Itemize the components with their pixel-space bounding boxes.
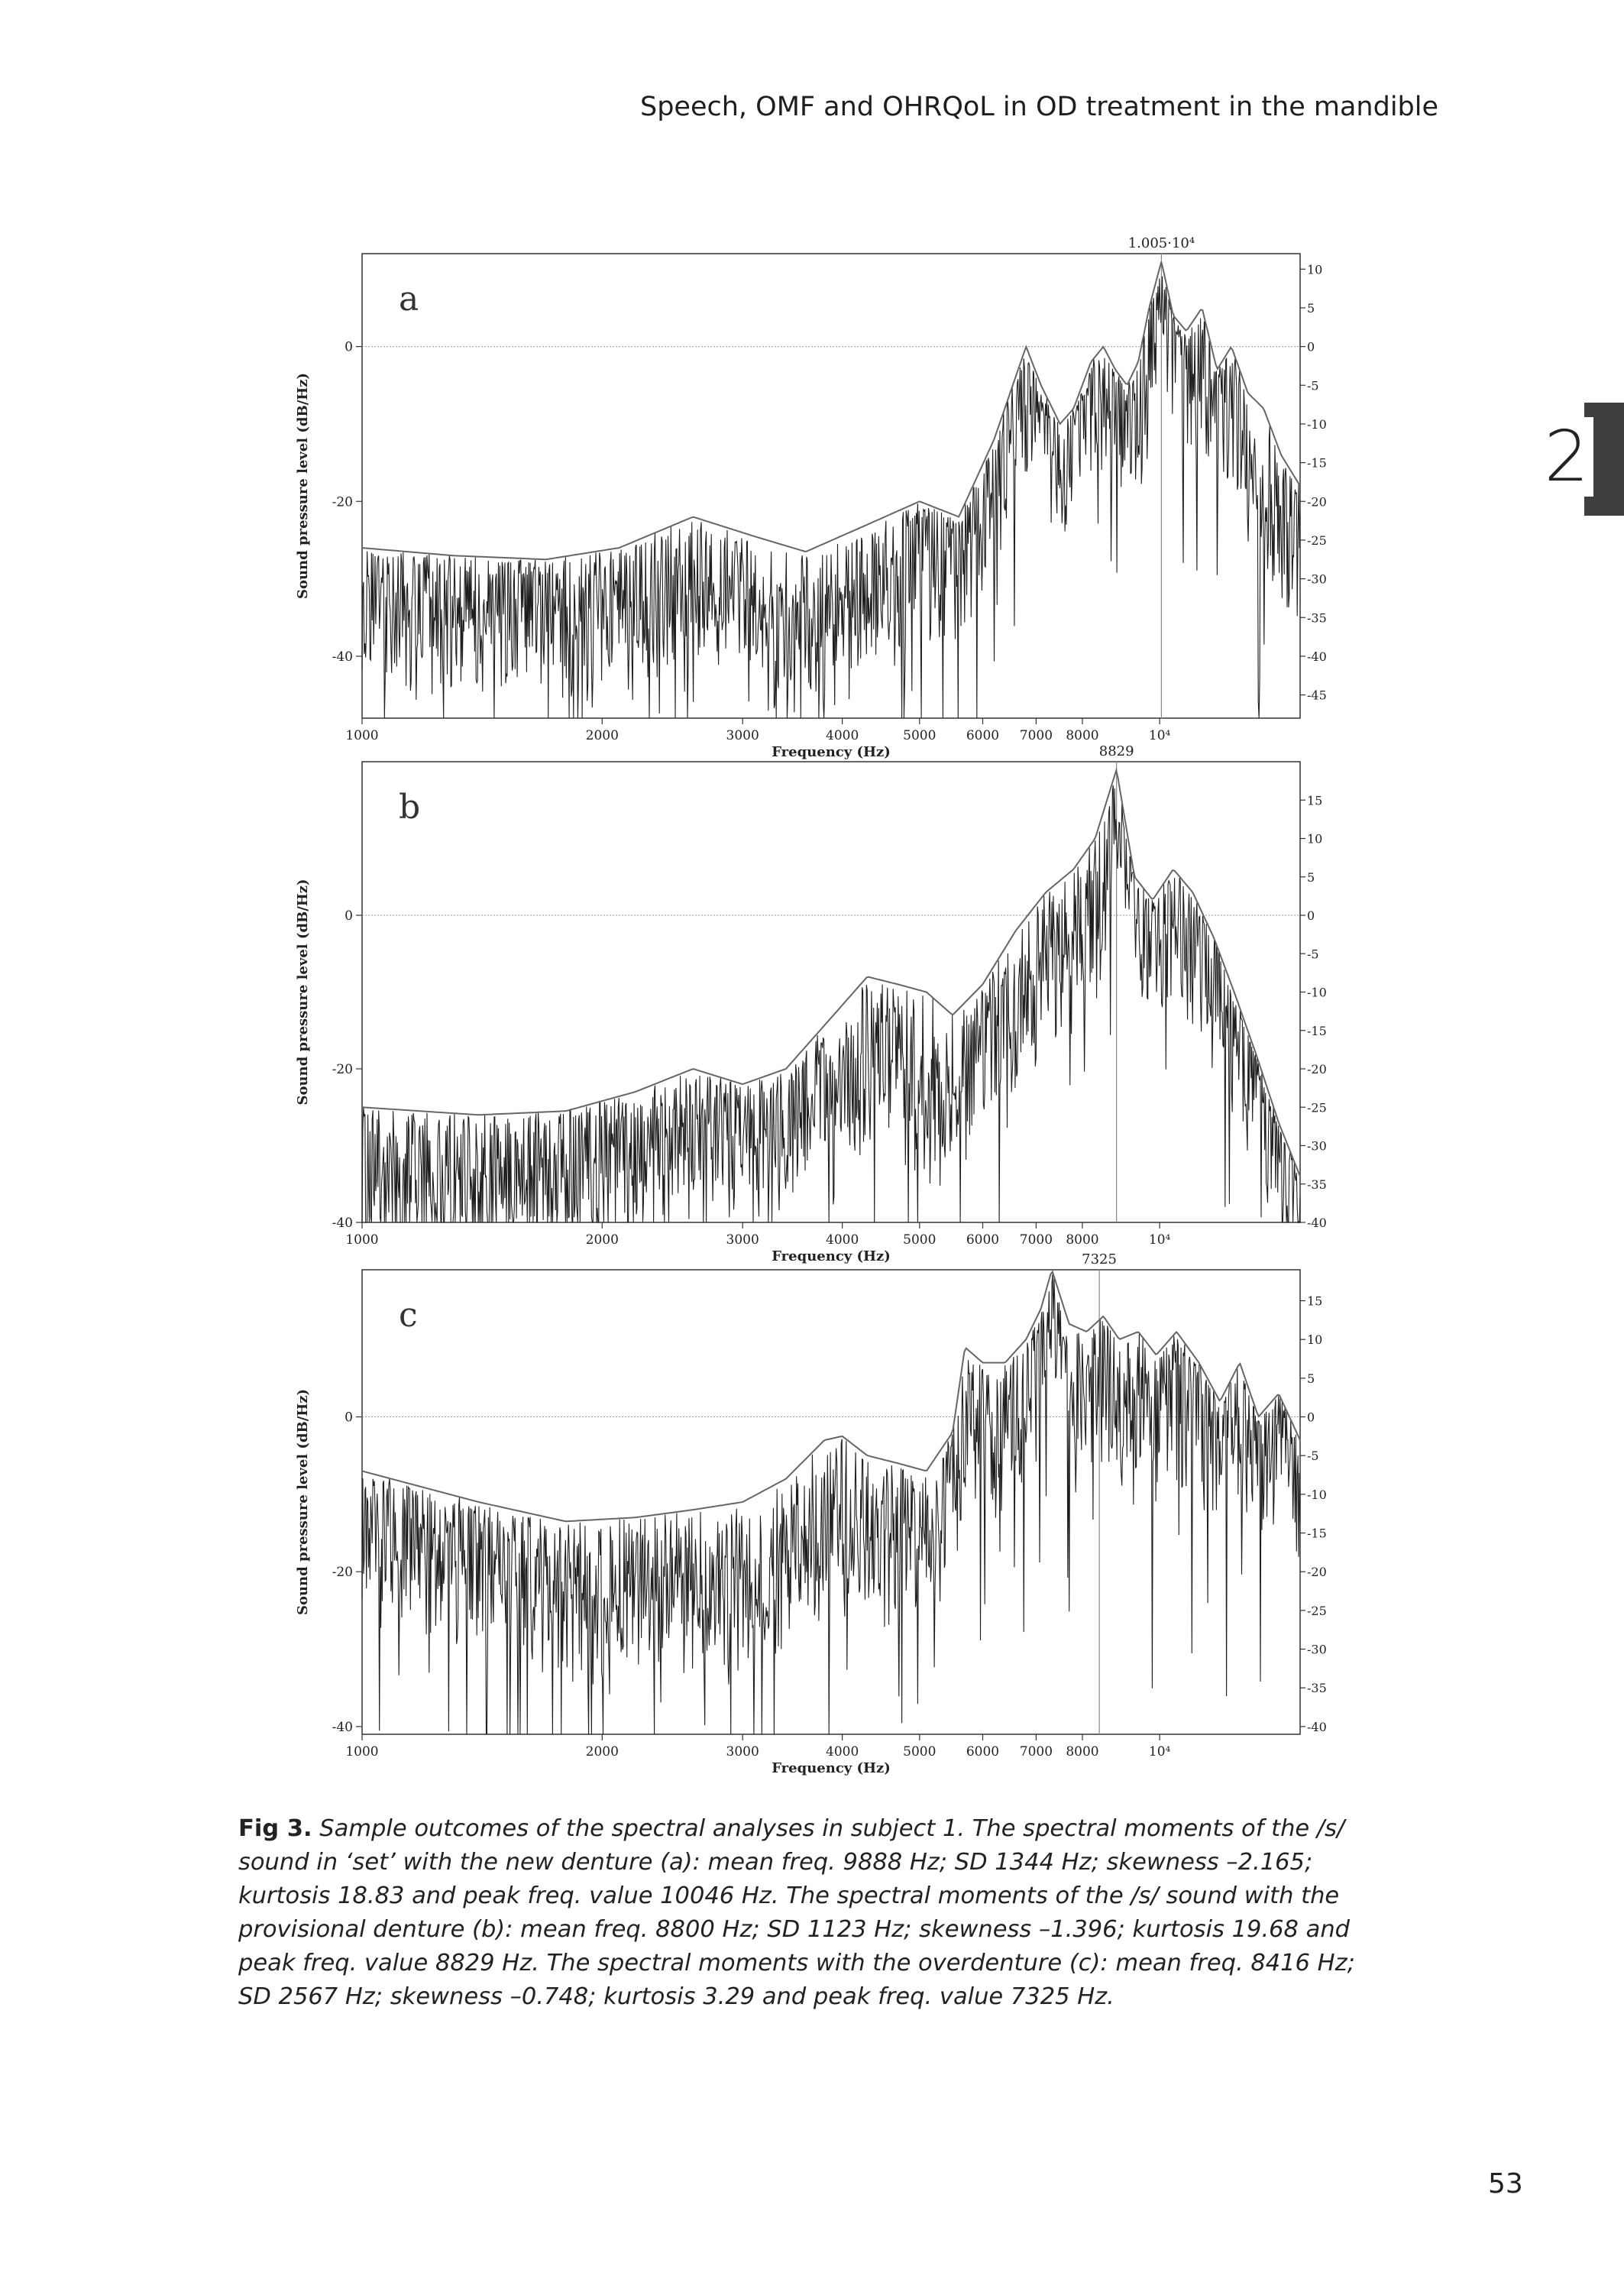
panel-b-y-right-tick-label: 0 xyxy=(1307,908,1315,923)
panel-c-y-left-tick-label: 0 xyxy=(345,1410,353,1426)
panel-c-x-axis-label: Frequency (Hz) xyxy=(772,1760,891,1776)
panel-b-x-tick-label: 10⁴ xyxy=(1148,1232,1171,1248)
panel-b-spectrum-line xyxy=(362,785,1300,1222)
panel-a-envelope-line xyxy=(362,262,1300,560)
panel-a-x-axis-label: Frequency (Hz) xyxy=(772,744,891,760)
panel-a-x-tick-label: 2000 xyxy=(585,728,619,743)
panel-a-plot-frame xyxy=(362,254,1300,718)
panel-a-y-right-tick-label: -35 xyxy=(1307,610,1327,626)
panel-a-x-tick-label: 10⁴ xyxy=(1148,728,1171,743)
panel-b-x-tick-label: 7000 xyxy=(1019,1232,1053,1248)
panel-a-y-right-tick-label: 10 xyxy=(1307,262,1323,277)
panel-c-x-tick-label: 6000 xyxy=(966,1744,1000,1759)
panel-a-y-axis-label: Sound pressure level (dB/Hz) xyxy=(295,372,311,600)
panel-a-y-right-tick-label: -40 xyxy=(1307,649,1327,664)
panel-a-y-right-tick-label: -30 xyxy=(1307,571,1327,587)
panel-a-letter: a xyxy=(399,280,419,319)
panel-c-y-axis-label: Sound pressure level (dB/Hz) xyxy=(295,1388,311,1616)
panel-b-peak-label: 8829 xyxy=(1098,743,1134,759)
panel-b-letter: b xyxy=(399,788,421,827)
panel-b-y-right-tick-label: -40 xyxy=(1307,1216,1327,1230)
panel-c-y-right-tick-label: -15 xyxy=(1307,1526,1327,1541)
panel-a-y-left-tick-label: 0 xyxy=(345,339,353,355)
panel-a-y-right-tick-label: 0 xyxy=(1307,339,1315,354)
running-head: Speech, OMF and OHRQoL in OD treatment in the mandible xyxy=(640,92,1439,122)
panel-c-y-right-tick-label: 10 xyxy=(1307,1332,1323,1348)
panel-b-x-tick-label: 3000 xyxy=(726,1232,759,1248)
figure-label: Fig 3. xyxy=(238,1815,312,1842)
panel-c-y-right-tick-label: -30 xyxy=(1307,1642,1327,1657)
panel-c-x-tick-label: 8000 xyxy=(1066,1744,1099,1759)
panel-c-peak-label: 7325 xyxy=(1082,1251,1117,1267)
chapter-number-text: 2 xyxy=(1544,416,1589,497)
panel-b-x-tick-label: 6000 xyxy=(966,1232,1000,1248)
panel-a-y-right-tick-label: 5 xyxy=(1307,300,1315,316)
panel-b-x-tick-label: 8000 xyxy=(1066,1232,1099,1248)
panel-b-y-left-tick-label: -20 xyxy=(332,1062,353,1077)
figure-caption-text: Sample outcomes of the spectral analyses in subject 1. The spectral moments of the /s/ sound in ‘set’ with the new denture (a): mean freq. 9888 Hz; SD 1344 Hz; skewness –2.165; kurtosis 18.83 and peak freq. value 10046 Hz. The spectral moments of the /s/ sound with the provisional denture (b): mean freq. 8800 Hz; SD 1123 Hz; skewness –1.396; kurtosis 19.68 and peak freq. value 8829 Hz. The spectral moments with the overdenture (c): mean freq. 8416 Hz; SD 2567 Hz; skewness –0.748; kurtosis 3.29 and peak freq. value 7325 Hz. xyxy=(238,1815,1355,2010)
panel-b-y-right-tick-label: -30 xyxy=(1307,1138,1327,1154)
panel-c-letter: c xyxy=(399,1296,418,1335)
panel-b-y-right-tick-label: 10 xyxy=(1307,831,1323,847)
panel-c-y-right-tick-label: 0 xyxy=(1307,1410,1315,1425)
panel-b-y-right-tick-label: -35 xyxy=(1307,1177,1327,1192)
panel-a-x-tick-label: 7000 xyxy=(1019,728,1053,743)
panel-a-peak-label: 1.005·10⁴ xyxy=(1127,235,1195,251)
panel-b-envelope-line xyxy=(362,770,1300,1176)
figure-caption xyxy=(238,1812,1384,2014)
panel-b-x-axis-label: Frequency (Hz) xyxy=(772,1248,891,1264)
panel-b-y-right-tick-label: -5 xyxy=(1307,947,1319,962)
panel-c-x-tick-label: 2000 xyxy=(585,1744,619,1759)
panel-c-x-tick-label: 1000 xyxy=(345,1744,379,1759)
panel-b-y-right-tick-label: -25 xyxy=(1307,1100,1327,1115)
panel-b-y-left-tick-label: -40 xyxy=(332,1216,353,1231)
panel-a-x-tick-label: 4000 xyxy=(826,728,859,743)
panel-c-y-right-tick-label: -20 xyxy=(1307,1565,1327,1580)
panel-a-x-tick-label: 8000 xyxy=(1066,728,1099,743)
panel-a-y-left-tick-label: -40 xyxy=(332,649,353,665)
panel-a-y-right-tick-label: -25 xyxy=(1307,533,1327,548)
panel-c-y-right-tick-label: -35 xyxy=(1307,1681,1327,1696)
panel-a-y-right-tick-label: -15 xyxy=(1307,455,1327,471)
panel-c-x-tick-label: 10⁴ xyxy=(1148,1744,1171,1759)
panel-a-x-tick-label: 5000 xyxy=(903,728,937,743)
panel-c-y-right-tick-label: 5 xyxy=(1307,1371,1315,1386)
panel-a-y-right-tick-label: -45 xyxy=(1307,688,1327,703)
panel-a-x-tick-label: 6000 xyxy=(966,728,1000,743)
panel-b-plot-frame xyxy=(362,762,1300,1222)
panel-a-x-tick-label: 3000 xyxy=(726,728,759,743)
panel-b-y-left-tick-label: 0 xyxy=(345,908,353,924)
panel-a-spectrum-line xyxy=(362,277,1300,718)
panel-b-y-axis-label: Sound pressure level (dB/Hz) xyxy=(295,879,311,1106)
panel-c-x-tick-label: 7000 xyxy=(1019,1744,1053,1759)
panel-b-x-tick-label: 1000 xyxy=(345,1232,379,1248)
panel-c-x-tick-label: 3000 xyxy=(726,1744,759,1759)
panel-c-y-right-tick-label: -40 xyxy=(1307,1719,1327,1734)
panel-a-y-right-tick-label: -5 xyxy=(1307,378,1319,393)
panel-c-y-right-tick-label: -10 xyxy=(1307,1487,1327,1502)
panel-a-x-tick-label: 1000 xyxy=(345,728,379,743)
panel-a-y-right-tick-label: -20 xyxy=(1307,494,1327,510)
panel-c-y-left-tick-label: -20 xyxy=(332,1565,353,1581)
panel-b-y-right-tick-label: -20 xyxy=(1307,1062,1327,1076)
panel-c-spectrum-line xyxy=(362,1274,1300,1734)
panel-a-y-right-tick-label: -10 xyxy=(1307,416,1327,432)
panel-c-x-tick-label: 4000 xyxy=(826,1744,859,1759)
panel-b-y-right-tick-label: 5 xyxy=(1307,869,1315,885)
panel-b-x-tick-label: 4000 xyxy=(826,1232,859,1248)
panel-c-x-tick-label: 5000 xyxy=(903,1744,937,1759)
panel-c-y-right-tick-label: -25 xyxy=(1307,1603,1327,1618)
panel-c-y-right-tick-label: 15 xyxy=(1307,1293,1323,1309)
panel-b-y-right-tick-label: 15 xyxy=(1307,793,1323,808)
panel-c-y-left-tick-label: -40 xyxy=(332,1719,353,1735)
page-number: 53 xyxy=(1488,2168,1523,2200)
panel-a-y-left-tick-label: -20 xyxy=(332,494,353,510)
panel-c-y-right-tick-label: -5 xyxy=(1307,1449,1319,1464)
panel-b-x-tick-label: 2000 xyxy=(585,1232,619,1248)
panel-b-y-right-tick-label: -15 xyxy=(1307,1023,1327,1038)
panel-b-y-right-tick-label: -10 xyxy=(1307,985,1327,1000)
panel-b-x-tick-label: 5000 xyxy=(903,1232,937,1248)
